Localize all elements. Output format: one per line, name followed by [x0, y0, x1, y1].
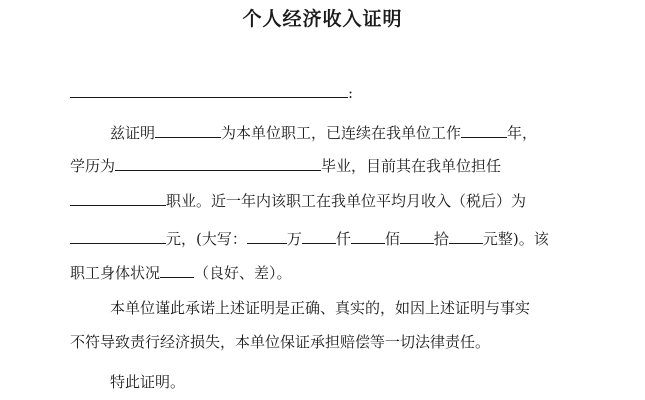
employee-name-blank[interactable]: [155, 122, 221, 138]
text-health-options: （良好、差）。: [194, 264, 292, 282]
wan-blank[interactable]: [247, 228, 287, 244]
qian-blank[interactable]: [302, 228, 336, 244]
text-employee-of-unit: 为本单位职工，已连续在我单位工作: [221, 124, 462, 142]
years-worked-blank[interactable]: [461, 122, 507, 138]
text-wan: 万: [286, 230, 302, 248]
text-shi: 拾: [433, 230, 449, 248]
text-certify: 兹证明: [110, 124, 156, 142]
position-blank[interactable]: [70, 190, 166, 206]
yuan-blank[interactable]: [449, 228, 483, 244]
paragraph-1-line-5: [70, 262, 292, 283]
text-yuan-uppercase: 元，(大写：: [166, 230, 247, 248]
education-blank[interactable]: [115, 155, 321, 171]
text-health-status: 职工身体状况: [70, 264, 161, 282]
text-monthly-income: 职业。近一年内该职工在我单位平均月收入（税后）为: [166, 192, 527, 210]
addressee-colon: :: [348, 84, 354, 102]
paragraph-1-line-2: [70, 155, 501, 176]
paragraph-1-line-1: [110, 122, 537, 143]
text-graduated-position: 毕业，目前其在我单位担任: [321, 157, 502, 175]
shi-blank[interactable]: [400, 228, 434, 244]
text-qian: 仟: [335, 230, 351, 248]
text-bai: 佰: [384, 230, 400, 248]
health-blank[interactable]: [160, 262, 194, 278]
addressee-line: [70, 82, 353, 103]
paragraph-2-line-1: 本单位谨此承诺上述证明是正确、真实的，如因上述证明与事实: [110, 299, 531, 317]
bai-blank[interactable]: [351, 228, 385, 244]
paragraph-1-line-4: [70, 228, 549, 249]
text-years: 年，: [507, 124, 538, 142]
text-education: 学历为: [70, 157, 116, 175]
addressee-blank[interactable]: [70, 82, 348, 98]
text-yuan-zheng: 元整)。该: [482, 230, 549, 248]
closing-statement: 特此证明。: [110, 373, 186, 391]
paragraph-2-line-2: 不符导致责行经济损失，本单位保证承担赔偿等一切法律责任。: [70, 333, 491, 351]
document-title: 个人经济收入证明: [242, 8, 403, 30]
paragraph-1-line-3: [70, 190, 526, 211]
income-amount-blank[interactable]: [70, 228, 166, 244]
